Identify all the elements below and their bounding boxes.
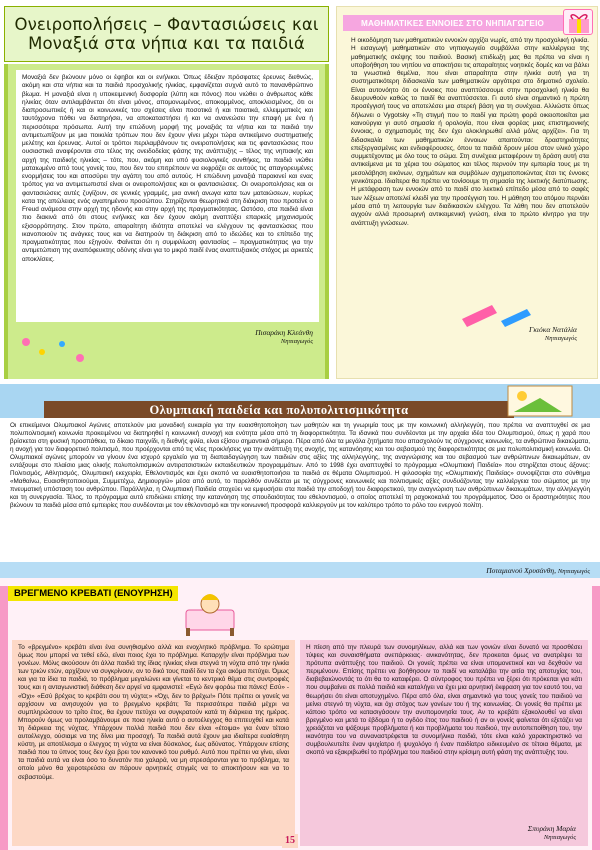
article3-author: Ποταμιανού Χρυσάνθη	[486, 566, 555, 575]
article2-body: Η οικοδόμηση των μαθηματικών εννοιών αρχίζει νωρίς, από την προσχολική ηλικία. Η εισαγωγή μαθηματικών στο νηπιαγωγείο συμβάλλει στην καλλιέργεια της μαθηματικής σκέψης του παιδιού. Βασική επιδίωξη μας θα πρέπει να είναι η υποβοήθηση του νηπίου να αποκτήσει τις απαραίτητες νοητικές δομές και να βάλει τα γνωστικά θεμέλια, που είναι απαραίτητα στην ηλικία αυτή για τη συστηματικότερη διδασκαλία των μαθηματικών αργότερα στο δημοτικό σχολείο. Είναι αυτονόητο ότι οι έννοιες που αναπτύσσουμε στην προσχολική ηλικία θα διευρυνθούν καθώς το παιδί θα αναπτύσσεται. Γι αυτό είναι σημαντικό η πρώτη προσέγγισή τους να αποτελέσει μια στερεή βάση για τη συνέχεια. Αλλιώστε όπως δήλωνει ο Vygotsky «Τη στιγμή που το παιδί για πρώτη φορά οικειοποιείται μια καινούργια γι αυτό σημασία ή ορολογία, που είναι φορέας μιας επιστημονικής έννοιας, ο σχηματισμός της δεν έχει ολοκληρωθεί αλλά μόλις αρχίζει». Για τη διδασκαλία των μαθηματικών έννοιων απαιτούνται: δραστηριότητες επεξεργασμένες και ενδιαφέρουσες, όπου τα παιδιά δρουν μέσα στον υλικό χώρο συμμετέχοντας με όλο τους το σώμα. Στη συνέχεια μεταφέρουν τη δράση αυτή στα αντικείμενα με τα χέρια του σώματος και τέλος περνούν την εμπειρία τους με τη μεσολάβηση εικόνων, σχημάτων και συμβόλων σχηματοποιώντας έτσι τις έννοιες γενικότερα. Ιδιαίτερα θα πρέπει να τονίσουμε τη σημασία της λεκτικής διατύπωσης. Η μετάφραση των εννοιών από το παιδί στο λεκτικό επίπεδο μέσα από το σαφές των λέξεων αποτελεί κλειδί για την προσέγγιση του. Η μάθηση του ατόμου περνάει μέσα από τη λειτουργία των διαδικασιών ελέγχου. Τα λάθη που δεν αποτελούν αγχούν αλλά προσωρινή αντικειμενική γνώση, είναι το πρώτο κίνητρο για την ανάπτυξη γνώσεων.	[351, 37, 589, 227]
article4-right-column	[300, 640, 588, 846]
article1-title-box	[4, 6, 329, 62]
article2-role: Νηπιαγωγός	[544, 335, 577, 342]
article1-title: Ονειροπολήσεις – Φαντασιώσεις και Μοναξιά στα νήπια και τα παιδιά	[14, 15, 319, 53]
article3-role: Νηπιαγωγός	[557, 568, 590, 575]
article2-title: ΜΑΘΗΜΑΤΙΚΕΣ ΕΝΝΟΙΕΣ ΣΤΟ ΝΗΠΙΑΓΩΓΕΙΟ	[343, 15, 563, 31]
article1-body-box	[16, 70, 319, 322]
article4-left-column	[12, 640, 295, 846]
article4-author: Σπυράκη Μαρία	[527, 824, 576, 833]
article3-body: Οι επικείμενοι Ολυμπιακοί Αγώνες αποτελούν μια μοναδική ευκαιρία για την ευαισθητοποίηση των μαθητών και τη γνωριμία τους με την κοινωνική αλληλεγγύη, που πρέπει να αναπτυχθεί σε μια πολυπολιτισμική κοινωνία προκειμένου να διατηρηθεί η κοινωνική συνοχή και ενότητα μέσα από τη διαφορετικότητα. Τα ιδανικά που συνδέονται με την αρχαία ιδέα του Ολυμπισμού, όπως η χαρά που βρίσκεται στη φυσική προσπάθεια, το δίκαιο παιχνίδι, η διεθνής φιλία, είναι εξίσου σημαντικά σήμερα. Πέρα από όλα τα μεγάλα ζητήματα που απασχολούν τις σύγχρονες κοινωνίες, τα ανθρώπινα δικαιώματα, η ανοχή για τον διαφορετικό πολιτισμό, που προέρχονται από τις νέες προκλήσεις για την ανάπτυξη της ανοχής, της κατανόησης και του σεβασμού της διαφορετικότητας σε μια πολυπολιτισμική κοινωνία. Οι Ολυμπιακοί αγώνες μπορούν να γίνουν ένα ισχυρό εργαλείο για τη διαπαιδαγώγηση των παιδιών στις αξίες της αλληλεγγύης, της αναγνώρισης και του σεβασμού των ανθρώπινων δικαιωμάτων, αν εντάξουμε στο πλαίσιο μιας ολικής πολυπολιτισμικών αντιρατσιστικών εκπαιδευτικών προγραμμάτων. Από το 1998 έχει αναπτυχθεί το πρόγραμμα «Ολυμπιακή Παιδεία» που στηρίζεται στους άξονες: Πολιτισμός, Αθλητισμός, Ολυμπιακή εκεχειρία, Εθελοντισμός και έχει σκοπό να ευαισθητοποιήσει τα παιδιά σε θέματα Ολυμπισμού. Η φιλοσοφία της «Ολυμπιακής Παιδείας» συνοψίζεται στο σύνθημα «Μαθαίνω, Ευαισθητοποιούμαι, Συμμετέχω, Δημιουργώ» μέσα από αυτό, το παρελθόν συνδέεται με τις σύγχρονες κοινωνικές και πολιτισμικές αξίες συνδυάζοντας την καλλιέργεια του σώματος με την πνευματική υπόσταση του ανθρώπου. Παράλληλα, η Ολυμπιακή Παιδεία στοχεύει να εμφυσήσει στα παιδιά την αποδοχή του διαφορετικού, την αναγνώριση των ανθρώπινων δικαιωμάτων, την αλληλεγγύη και τη συνεργασία. Τέλος, το πρόγραμμα αυτό επιδιώκει επίσης την κατανόηση της σπουδαιότητας του εθελοντισμού, ο οποίος αποτελεί τη ραχοκοκαλιά του προγράμματος. Όσο οι δραστηριότητες που βιώνουν τα παιδιά μέσα από εμπειρίες που συνδέονται με τον εθελοντισμό και την κοινωνική προσφορά καλλιεργούν με τον καλύτερο τρόπο το ρόλο του ενεργού πολίτη.	[10, 422, 590, 510]
article1-role: Νηπιαγωγός	[280, 338, 313, 345]
article3-signature: Ποταμιανού Χρυσάνθη, Νηπιαγωγός	[486, 566, 590, 575]
decoration-dots	[14, 332, 104, 372]
article4-signature	[528, 824, 576, 842]
article1-signature	[255, 328, 313, 346]
right-pink-border	[592, 586, 600, 850]
article4-body-left: Το «βρεγμένο» κρεβάτι είναι ένα συνηθισμένο αλλά και ενοχλητικό πρόβλημα. Το ερώτημα όμως που μπορεί να τεθεί εδώ, είναι ποιος έχει το πρόβλημα. Καταρχήν είναι πρόβλημα των γονέων. Μόλις ακούσουν ότι άλλα παιδιά της ίδιας ηλικίας είναι στεγνά τη νύχτα από την ηλικία των τριών ετών, αρχίζουν να συγκρίνουν, αν το δικό τους παιδί δεν τα έχει ακόμα πετύχει. Όμως και για τα ίδια τα παιδιά, το πρόβλημα μεγαλώνει και γίνεται το κεντρικό θέμα στις συντροφιές τους και η ανταγωνιστική διάθεση δεν αργεί να εμφανιστεί: «Εγώ δεν φοράω πια πάνες! Εσύ» - «Όχι» «Εσύ βρέχεις το κρεβάτι σου τη νύχτα;» «Όχι, δεν το βρέχω!» Πότε πρέπει οι γονείς να αρχίσουν να ανησυχούν για το βρεγμένο κρεβάτι; Τα περισσότερα παιδιά μέχρι να συμπληρώσουν το τρίτο έτος, θα έχουν πετύχει να συγκρατούν κατά τη διάρκεια της ημέρας. Μπορούν όμως να προλαμβάνουμε σε ποια ηλικία αυτό ο αυτοέλεγχος θα επιτευχθεί και κατά τη διάρκεια της νύχτας. Υπάρχουν πολλά παιδιά που δεν είναι «έτοιμα» για έναν τέτοιο αυτοέλεγχο, ούσιαμε να της δίνει μια προσοχή. Τα παιδιά αυτά έχουν μια ιδιαίτερα ευαίσθητη κύστη, με αποτέλεσμα ο έλεγχος τη νύχτα να είναι δύσκολος, έως αδύνατος. Υπάρχουν επίσης παιδιά που το ύπνος τους δεν έχει βρει τον κανονικό του ρυθμό. Αυτό που πρέπει να γίνει, είναι τα παιδιά αυτά να είναι όσο το δυνατόν πιο χαλαρά, να μη στρεσάρονται για το πρόβλημα, τα οποίο μόνο θα χειροτερεύσει αν πάρουν αρνητικές στιγμές να το αποκτήσουν και να το σεβαστούμε.	[18, 644, 289, 781]
article3-title: Ολυμπιακή παιδεία και πολυπολιτισμικότητα	[44, 401, 514, 419]
article2-frame	[336, 6, 598, 379]
article1-author: Πισαράκη Κλεάνθη	[255, 328, 313, 337]
article4-title: ΒΡΕΓΜΕΝΟ ΚΡΕΒΑΤΙ (ΕΝΟΥΡΗΣΗ)	[8, 586, 178, 601]
left-pink-border	[0, 586, 8, 850]
article2-body-box	[351, 37, 589, 297]
article2-author: Γκιόκα Νατάλία	[529, 325, 577, 334]
child-drawing-icon	[500, 380, 580, 420]
crayon-decoration-icon	[457, 299, 537, 329]
article4-body-right: Η πίεση από την πλευρά των συνομηλίκων, αλλά και των γονιών είναι δυνατό να προσθέσει τύψεις και συναισθήματα ανεπάρκειας· ανικανότητας, δεν προκειται όμως να ανατρέψει τα πρότυπα ανάπτυξης του παιδιού. Οι γονείς πρέπει να είναι υπομονετικοί και να δεχθούν να περιμένουν. Επίσης πρέπει να βοήθησουν το παιδί να καταλάβει την αιτία της αποτυχίας του, διαβεβαιώνοντάς το ότι θα το καταφέρει. Ο σύντροφος του πρέπει να ξέρει ότι πρόκειται για κάτι που συμβαίνει σε πολλά παιδιά και καταλήγει να έχει μια αρνητική έκφραση για τον εαυτό του, να θεωρήσει ότι είναι αποτυχημένο. Πέρα από όλα, είναι σημαντικό για τους γονείς του παιδιού να μείνει στεγνό τη νύχτα, και όχι στόχος των γονέων του ή της κοινωνίας. Οι γονείς θα πρέπει με κάποιο τρόπο να κατασιγάσουν την ανυπομονησία τους. Αν το κρεβάτι εξακολουθεί να είναι βρεγμένο και μετά το έβδομο ή το ογδόο έτος του παιδιού ή αν οι γονείς φαίνεται ότι εξετάζει να χρειάζεται να ψάξουμε προβλήματα ή και προβλήματα του παιδιού, την αυτοπεποίθηση του, την ικανότητα του να συναναστρέφεται τα συνομήλικα παιδιά, τότε είναι καλό χαρακτηριστικό να συμβουλευτείτε έναν ψυχίατρο ή ψυχολόγο ή έναν παιδίατρο ειδικευμένο σε τέτοια θέματα, με σκοπό να εξακριβωθεί το πρόβλημα του παιδιού στην κρίσιμη αυτή φάση της ανάπτυξης του.	[306, 644, 582, 757]
child-in-bed-illustration-icon	[180, 582, 240, 638]
article1-body: Μοναξιά δεν βιώνουν μόνο οι έφηβοι και οι ενήλικοι. Όπως έδειξαν πρόσφατες έρευνες διεθνώς, ακόμη και στα νήπια και τα παιδιά προσχολικής ηλικίας, εμφανίζεται συχνά αυτό το πανανθρώπινο βίωμα. Η μοναξιά είναι η υποκειμενική δυσφορία (λύπη και πόνος) που νιώθει ο άνθρωπος κάθε ηλικίας όταν αντιλαμβάνεται ότι είναι μόνος, απομονωμένος, αποκομμένος, αποκλεισμένος, ότι οι διαπροσωπικές ή και οι κοινωνικές του σχέσεις είναι ποσοτικά ή και ποιοτικά, ελλειμματικές και ταυτόχρονα πόθει να διατηρήσει, να αποκαταστήσει ή και να ανανεώσει την επαφή με ένα ή περισσότερα πρόσωπα. Αυτή την επώδυνη μορφή της μοναξιάς τα νήπια και τα παιδιά την αντιμετωπίζουν με μια ποικιλία τρόπων που δεν έχουν γίνει μέχρι τώρα αντικείμενο συστηματικής μελέτης και έρευνας. Αυτοί οι τρόποι περιλαμβάνουν τις ονειροπολήσεις και τις φαντασιώσεις που ουσιαστικά αναφέρονται στο τέλος της ονειδοδείας φάσης της ανάπτυξης – τέλος της νηπιακής και αρχή της παιδικής ηλικίας – τότε, που, ακόμη και υπό φυσιολογικές συνθήκες, τα παιδιά νιώθει ματαιωμένο από τους γονείς του, που δεν του επιτρέπουν να εκφράζει σε αυτούς τις απαγορευμένες ενορμήσεις του και αποσύρει την αγάπη του από αυτούς. Η επώδυνη μοναξιά παρακινεί και ενας τρόπος για να αντιμετωπιστεί είναι οι ονειροπολήσεις και οι φαντασιώσεις. Οι ονειροπολήσεις και οι φαντασιώσεις αυτές ζυγίζουν, σε γενικές γραμμές, μια ανική ανωγα κατα των ματαιώσεων, κυρίως κατα της απώλειας ενός αγαπημένου προσώπου. Στηρίζονται θεωρητικά στη διάκριση που προτείνε ο Freud ανάμεσα στην αρχή της ηδονής και στην αρχή της πραγματικότητας. Ωστόσο, στα παιδιά είναι πιο διακινά από ότι στους ενήλικες και δεν έχουν ακόμη αναπτύξει επαρκείς μηχανισμούς εξισορρόπησης. Στον πρώτο, απαραίτητη ιδιότητα αποτελεί να ελέγχουν τις φαντασιώσεις που ικανοποιούν τις ανάγκες τους και να διατηρούν τη διάκριση από το ιδεώδες και το επίπεδο της πραγματικότητας που εξηγούν. Φαίνεται ότι η συμφιλίωση φαντασίας – πραγματικότητας για την αντιμετώπιση της αναπόφευκτης οδύνης είναι για το μικρό παιδί ένας αναπτυξιακός στόχος με αρκετές αποκλίσεις.	[22, 74, 313, 263]
article3-body-box	[0, 418, 600, 556]
article1-frame	[4, 64, 329, 379]
page-number: 15	[282, 834, 298, 848]
gift-icon	[563, 9, 593, 35]
article4-role: Νηπιαγωγός	[543, 834, 576, 841]
